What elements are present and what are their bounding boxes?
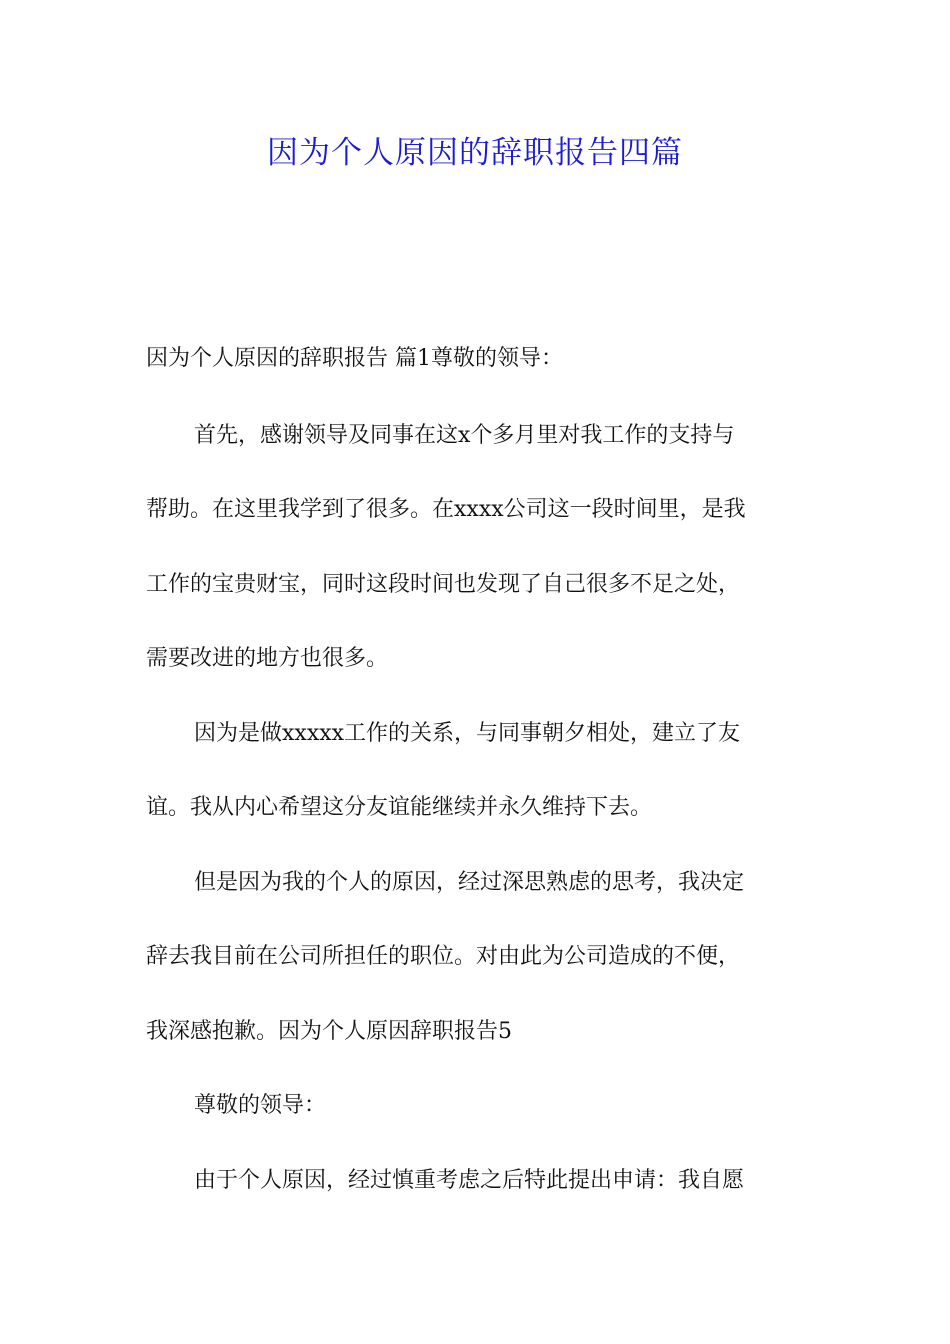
document-title: 因为个人原因的辞职报告四篇 [267,135,683,171]
paragraph-line: 谊。我从内心希望这分友谊能继续并永久维持下去。 [146,795,653,820]
paragraph-line: 辞去我目前在公司所担任的职位。对由此为公司造成的不便， [146,944,741,969]
paragraph-line: 由于个人原因，经过慎重考虑之后特此提出申请：我自愿 [194,1168,745,1193]
paragraph-line: 帮助。在这里我学到了很多。在xxxx公司这一段时间里，是我 [146,497,746,522]
paragraph-line: 尊敬的领导： [194,1093,327,1118]
paragraph-line: 因为个人原因的辞职报告 篇1尊敬的领导： [146,346,563,371]
paragraph-line: 但是因为我的个人的原因，经过深思熟虑的思考，我决定 [194,870,745,895]
paragraph-line: 首先，感谢领导及同事在这x个多月里对我工作的支持与 [194,423,735,448]
paragraph-line: 工作的宝贵财宝，同时这段时间也发现了自己很多不足之处， [146,572,741,597]
paragraph-line: 需要改进的地方也很多。 [146,646,389,671]
paragraph-line: 我深感抱歉。因为个人原因辞职报告5 [146,1019,512,1044]
paragraph-line: 因为是做xxxxx工作的关系，与同事朝夕相处，建立了友 [194,721,741,746]
